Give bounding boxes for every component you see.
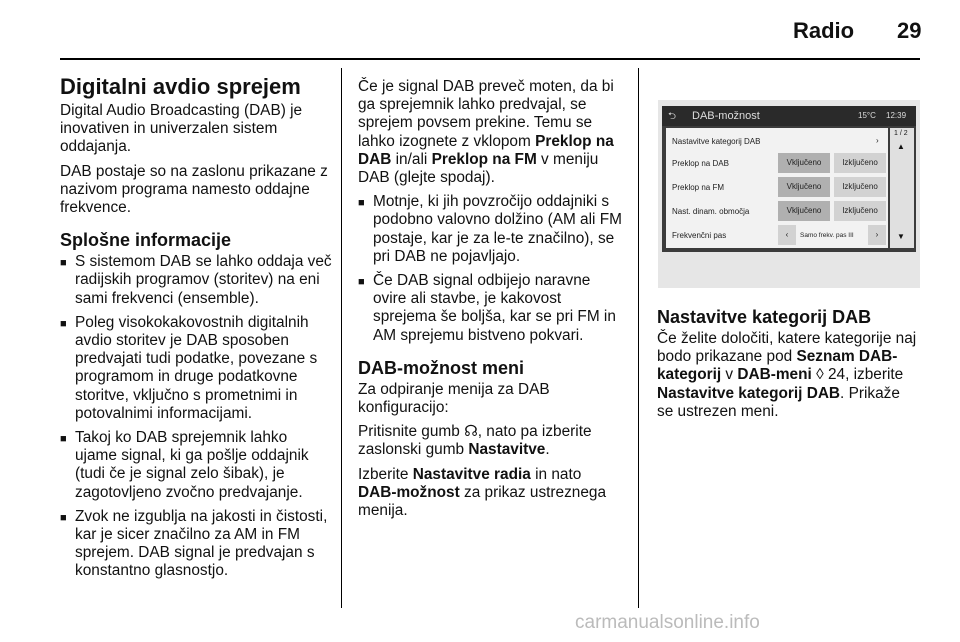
infotainment-screenshot	[658, 100, 920, 288]
paragraph: Pritisnite gumb ☊, nato pa izberite zaslonski gumb Nastavitve.	[358, 423, 592, 459]
chevron-right-icon: ›	[868, 225, 886, 245]
screen-title-bar: ⮌ DAB-možnost 15°C 12:39	[662, 106, 916, 126]
heading-digital-audio: Digitalni avdio sprejem	[60, 74, 301, 99]
paragraph: Če želite določiti, katere kategorije naj bodo prikazane pod Seznam DAB-kategorij v DAB-meni ◊ 24, izberite Nastavitve kategorij DAB. Prikaže se ustrezen meni.	[657, 330, 917, 420]
screen-scrollbar: 1 / 2 ▲ ▼	[890, 128, 914, 248]
column-3	[657, 306, 919, 427]
heading-general-info: Splošne informacije	[60, 230, 232, 251]
column-divider	[638, 68, 639, 608]
list-item: ■ Zvok ne izgublja na jakosti in čistosti, kar je sicer značilno za AM in FM sprejem. DAB signal je predvajan s konstantno glasnostjo.	[60, 507, 328, 580]
chevron-left-icon: ‹	[778, 225, 796, 245]
bullet-icon: ■	[358, 276, 365, 289]
heading-dab-category-settings: Nastavitve kategorij DAB	[657, 307, 872, 327]
paragraph: DAB postaje so na zaslonu prikazane z nazivom programa namesto oddajne frekvence.	[60, 162, 328, 217]
list-item: ■ Takoj ko DAB sprejemnik lahko ujame signal, ki ga pošlje oddajnik (tudi če je signal zelo šibak), je zagotovljeno zvočno predvajanje.	[60, 429, 309, 501]
bullet-icon: ■	[60, 257, 67, 270]
column-divider	[341, 68, 342, 608]
bullet-icon: ■	[60, 433, 67, 446]
page-number: 29	[897, 18, 922, 43]
scroll-down-icon: ▼	[897, 232, 905, 241]
bullet-icon: ■	[60, 511, 67, 524]
list-item: ■ Če DAB signal odbijejo naravne ovire ali stavbe, je kakovost sprejema še boljša, kar se pri FM in AM sprejemu bistveno pokvari.	[358, 272, 616, 344]
menu-row: Preklop na FM Vključeno Izključeno	[670, 176, 888, 198]
scroll-up-icon: ▲	[897, 142, 905, 151]
section-title: Radio	[793, 18, 855, 43]
paragraph: Če je signal DAB preveč moten, da bi ga sprejemnik lahko predvajal, se sprejem povsem prekine. Temu se lahko izognete z vklopom Preklop na DAB in/ali Preklop na FM v meniju DAB (glejte spodaj).	[358, 78, 614, 187]
watermark: carmanualsonline.info	[575, 612, 760, 633]
list-item: ■ Poleg visokokakovostnih digitalnih avdio storitev je DAB sposoben predvajati tudi podatke, povezane s programom in druge podatkovne storitve, vključno s prometnimi in potovalnimi informacijami.	[60, 313, 318, 422]
bullet-list	[60, 253, 332, 580]
paragraph: Za odpiranje menija za DAB konfiguracijo:	[358, 380, 550, 417]
home-button-icon: ☊	[464, 423, 478, 441]
menu-row: Frekvenčni pas ‹ Samo frekv. pas III ›	[670, 224, 888, 246]
paragraph: Digital Audio Broadcasting (DAB) je inovativen in univerzalen sistem oddajanja.	[60, 102, 303, 156]
page-header	[0, 18, 960, 48]
heading-dab-option-menu: DAB-možnost meni	[358, 357, 524, 378]
menu-row: Preklop na DAB Vključeno Izključeno	[670, 152, 888, 174]
bullet-icon: ■	[60, 317, 67, 330]
screen-display	[662, 106, 916, 252]
paragraph: Izberite Nastavitve radia in nato DAB-možnost za prikaz ustreznega menija.	[358, 465, 607, 520]
list-item: ■ S sistemom DAB se lahko oddaja več radijskih programov (storitev) na eni sami frekvenci (ensemble).	[60, 253, 332, 307]
bullet-list	[358, 193, 624, 345]
column-1	[60, 74, 332, 587]
bullet-icon: ■	[358, 197, 365, 210]
menu-row: Nast. dinam. območja Vključeno Izključeno	[670, 200, 888, 222]
column-2	[358, 78, 624, 526]
header-rule	[60, 58, 920, 60]
back-arrow-icon: ⮌	[668, 111, 677, 122]
menu-row: Nastavitve kategorij DAB ›	[672, 136, 879, 146]
list-item: ■ Motnje, ki jih povzročijo oddajniki s podobno valovno dolžino (AM ali FM postaje, kar je za le-te značilno), se pri DAB ne pojavljajo.	[358, 193, 622, 265]
chevron-right-icon: ›	[876, 136, 879, 145]
screen-menu	[666, 128, 888, 248]
